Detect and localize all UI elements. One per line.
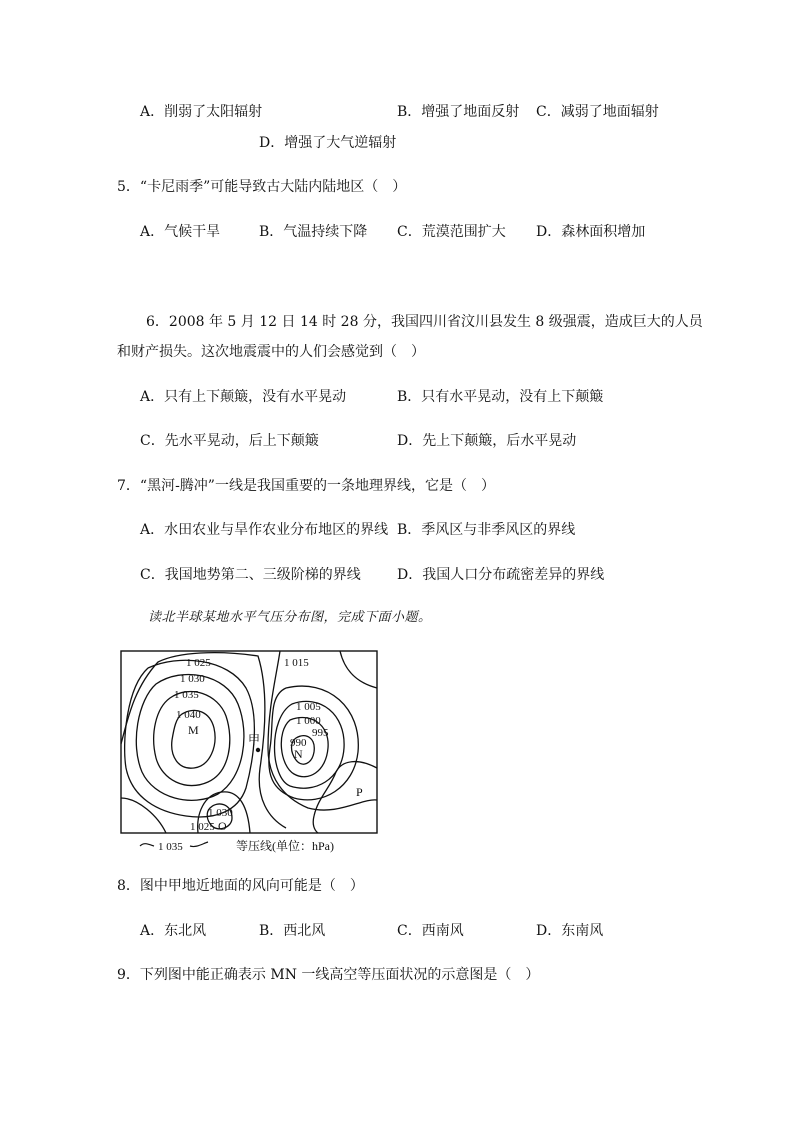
- q6-option-b: B．只有水平晃动，没有上下颠簸: [397, 389, 604, 405]
- isobar-right: [340, 651, 377, 688]
- q5-option-d: D．森林面积增加: [536, 224, 646, 240]
- label-1015: 1 015: [284, 657, 309, 669]
- map-instruction: 读北半球某地水平气压分布图，完成下面小题。: [148, 610, 432, 625]
- q8-option-c: C．西南风: [397, 923, 464, 939]
- q8-option-a: A．东北风: [140, 923, 207, 939]
- label-P: P: [356, 785, 363, 799]
- q7-option-c: C．我国地势第二、三级阶梯的界线: [140, 567, 361, 583]
- q5-option-a: A．气候干旱: [140, 224, 221, 240]
- q6-option-c: C．先水平晃动，后上下颠簸: [140, 433, 319, 449]
- q8-stem: 8．图中甲地近地面的风向可能是（ ）: [117, 878, 364, 894]
- q7-stem: 7．“黑河-腾冲”一线是我国重要的一条地理界线，它是（ ）: [117, 478, 495, 494]
- label-1000: 1 000: [296, 715, 321, 727]
- isobar-bottom-left: [121, 798, 166, 833]
- q7-option-d: D．我国人口分布疏密差异的界线: [397, 567, 605, 583]
- label-1025-bottom: 1 025: [190, 821, 215, 833]
- q5-option-b: B．气温持续下降: [259, 224, 368, 240]
- q7-option-b: B．季风区与非季风区的界线: [397, 522, 576, 538]
- label-990: 990: [290, 737, 307, 749]
- q6-option-d: D．先上下颠簸，后水平晃动: [397, 433, 577, 449]
- label-1030-bottom: 1 030: [208, 807, 233, 819]
- label-995: 995: [312, 727, 329, 739]
- q9-stem: 9．下列图中能正确表示 MN 一线高空等压面状况的示意图是（ ）: [117, 967, 540, 983]
- q6-option-a: A．只有上下颠簸，没有水平晃动: [140, 389, 347, 405]
- label-jia: 甲: [248, 733, 261, 747]
- label-1040: 1 040: [176, 709, 201, 721]
- q4-option-c: C．减弱了地面辐射: [536, 104, 659, 120]
- isobar-m-2: [154, 692, 230, 786]
- q8-option-d: D．东南风: [536, 923, 604, 939]
- label-1005: 1 005: [296, 701, 321, 713]
- q6-stem-line1: 6．2008 年 5 月 12 日 14 时 28 分，我国四川省汶川县发生 8 级强震，造成巨大的人员: [146, 314, 703, 330]
- label-1035: 1 035: [174, 689, 199, 701]
- legend-line-right: [190, 842, 208, 847]
- label-1025-top: 1 025: [186, 657, 211, 669]
- q4-option-d: D．增强了大气逆辐射: [259, 135, 397, 151]
- label-O: O: [218, 819, 227, 833]
- q7-option-a: A．水田农业与旱作农业分布地区的界线: [140, 522, 389, 538]
- legend-line-left: [140, 844, 154, 846]
- q5-stem: 5．“卡尼雨季”可能导致古大陆内陆地区（ ）: [117, 179, 407, 195]
- q4-option-b: B．增强了地面反射: [397, 104, 520, 120]
- legend-text: 等压线(单位：hPa): [236, 839, 334, 853]
- q6-stem-line2: 和财产损失。这次地震震中的人们会感觉到（ ）: [117, 344, 425, 360]
- isobar-map: [118, 648, 380, 860]
- jia-point-marker: [256, 748, 260, 752]
- legend-value: 1 035: [158, 841, 183, 853]
- q4-option-a: A．削弱了太阳辐射: [140, 104, 263, 120]
- q5-option-c: C．荒漠范围扩大: [397, 224, 506, 240]
- label-N: N: [294, 747, 303, 761]
- label-M: M: [188, 723, 199, 737]
- label-1030: 1 030: [180, 673, 205, 685]
- q8-option-b: B．西北风: [259, 923, 326, 939]
